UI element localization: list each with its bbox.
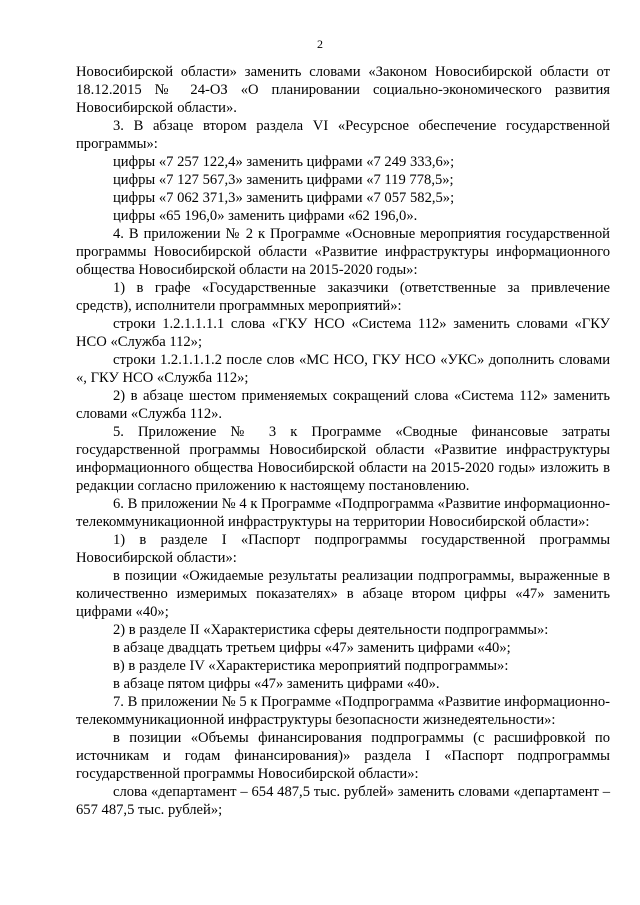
paragraph-item-6-1-text: в позиции «Ожидаемые результаты реализации подпрограммы, выраженные в количественно измеримых показателях» в абзаце втором цифры «47» заменить цифрами «40»; [76,568,610,620]
paragraph-row-2: строки 1.2.1.1.1.2 после слов «МС НСО, ГКУ НСО «УКС» дополнить словами «, ГКУ НСО «Служба 112»; [76,352,610,386]
document-body [76,63,610,819]
paragraph-figures-3: цифры «7 062 371,3» заменить цифрами «7 057 582,5»; [113,190,455,206]
paragraph-law-reference: Новосибирской области» заменить словами «Законом Новосибирской области от 18.12.2015 № 24-ОЗ «О планировании социально-экономического развития Новосибирской области». [76,64,610,116]
paragraph-item-4-2: 2) в абзаце шестом применяемых сокращений слова «Система 112» заменить словами «Служба 112». [76,388,610,422]
paragraph-item-6-2: 2) в разделе II «Характеристика сферы деятельности подпрограммы»: [113,622,549,638]
paragraph-item-5: 5. Приложение № 3 к Программе «Сводные финансовые затраты государственной программы Новосибирской области «Развитие инфраструктуры информационного общества Новосибирской области на 2015-2020 годы» изложить в редакции согласно приложению к настоящему постановлению. [76,424,610,494]
paragraph-item-4: 4. В приложении № 2 к Программе «Основные мероприятия государственной программы Новосибирской области «Развитие инфраструктуры информационного общества Новосибирской области на 2015-2020 годы»: [76,226,610,278]
paragraph-item-4-1: 1) в графе «Государственные заказчики (ответственные за привлечение средств), исполнители программных мероприятий»: [76,280,610,314]
paragraph-item-6-3-text: в абзаце пятом цифры «47» заменить цифрами «40». [113,676,440,692]
paragraph-row-1: строки 1.2.1.1.1.1 слова «ГКУ НСО «Система 112» заменить словами «ГКУ НСО «Служба 112»; [76,316,610,350]
page-number: 2 [317,37,323,51]
paragraph-item-3: 3. В абзаце втором раздела VI «Ресурсное обеспечение государственной программы»: [76,118,610,152]
paragraph-item-7-position: в позиции «Объемы финансирования подпрограммы (с расшифровкой по источникам и годам финансирования)» раздела I «Паспорт подпрограммы государственной программы Новосибирской области»: [76,730,610,782]
paragraph-item-6: 6. В приложении № 4 к Программе «Подпрограмма «Развитие информационно-телекоммуникационной инфраструктуры на территории Новосибирской области»: [76,496,610,530]
paragraph-item-7-words: слова «департамент – 654 487,5 тыс. рублей» заменить словами «департамент – 657 487,5 тыс. рублей»; [76,784,610,818]
paragraph-item-6-2-text: в абзаце двадцать третьем цифры «47» заменить цифрами «40»; [113,640,511,656]
paragraph-item-6-1: 1) в разделе I «Паспорт подпрограммы государственной программы Новосибирской области»: [76,532,610,566]
paragraph-item-7: 7. В приложении № 5 к Программе «Подпрограмма «Развитие информационно-телекоммуникационной инфраструктуры безопасности жизнедеятельности»: [76,694,610,728]
paragraph-item-6-3: в) в разделе IV «Характеристика мероприятий подпрограммы»: [113,658,509,674]
paragraph-figures-1: цифры «7 257 122,4» заменить цифрами «7 249 333,6»; [113,154,455,170]
paragraph-figures-2: цифры «7 127 567,3» заменить цифрами «7 119 778,5»; [113,172,454,188]
paragraph-figures-4: цифры «65 196,0» заменить цифрами «62 196,0». [113,208,418,224]
